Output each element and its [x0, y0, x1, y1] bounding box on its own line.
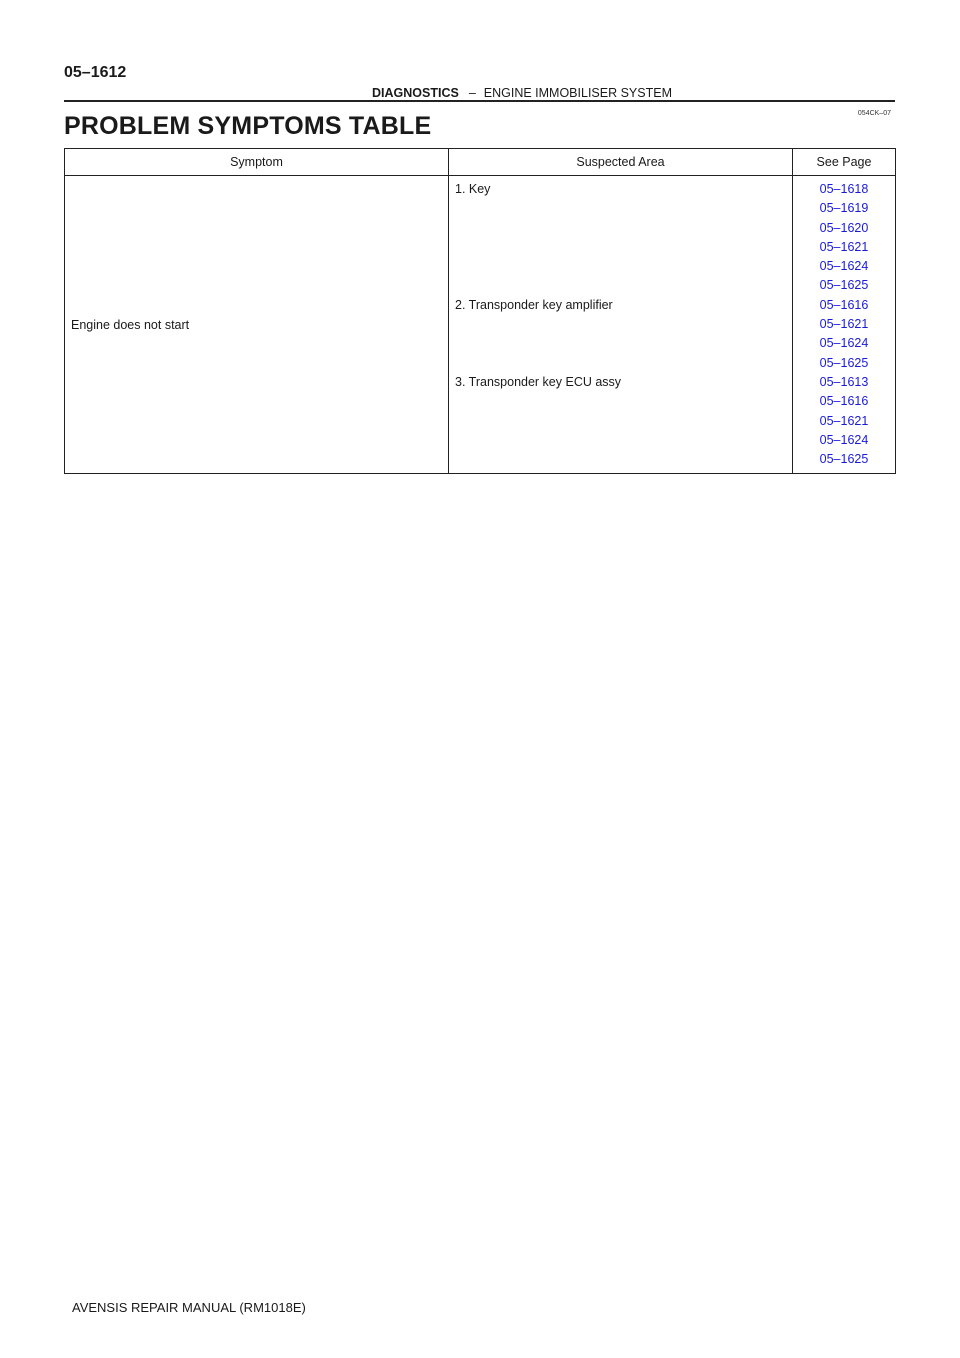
section-name: DIAGNOSTICS: [372, 86, 459, 100]
see-page-link[interactable]: 05–1619: [819, 201, 869, 216]
see-page-link[interactable]: 05–1624: [819, 336, 869, 351]
suspected-area-item: 3. Transponder key ECU assy: [455, 374, 622, 389]
document-code: 054CK–07: [857, 110, 891, 117]
see-page-link[interactable]: 05–1621: [819, 317, 869, 332]
column-header-suspected-area: Suspected Area: [449, 149, 793, 176]
running-head: [372, 86, 672, 100]
suspected-area-item: 2. Transponder key amplifier: [455, 297, 613, 312]
page-number: 05–1612: [64, 64, 127, 81]
see-page-link[interactable]: 05–1624: [819, 432, 869, 447]
suspected-area-spacer: [449, 354, 792, 373]
suspected-area-spacer: [449, 257, 792, 276]
suspected-area-spacer: [449, 276, 792, 295]
see-page-link[interactable]: 05–1616: [819, 394, 869, 409]
table-header-row: [65, 149, 896, 176]
suspected-area-spacer: [449, 431, 792, 450]
column-header-symptom: Symptom: [65, 149, 449, 176]
suspected-area-spacer: [449, 334, 792, 353]
suspected-area-spacer: [449, 199, 792, 218]
see-page-link[interactable]: 05–1616: [819, 297, 869, 312]
suspected-area-spacer: [449, 219, 792, 238]
suspected-area-spacer: [449, 392, 792, 411]
see-page-link[interactable]: 05–1624: [819, 259, 869, 274]
section-separator: –: [468, 86, 476, 100]
suspected-area-item: 1. Key: [455, 182, 491, 196]
header-rule: [64, 100, 895, 102]
subsection-name: ENGINE IMMOBILISER SYSTEM: [483, 86, 672, 100]
suspected-area-spacer: [449, 450, 792, 469]
symptom-cell: Engine does not start: [65, 176, 449, 474]
footer-manual-name: AVENSIS REPAIR MANUAL (RM1018E): [72, 1300, 306, 1315]
suspected-area-spacer: [449, 412, 792, 431]
see-page-link[interactable]: 05–1625: [819, 452, 869, 467]
see-page-link[interactable]: 05–1625: [819, 278, 869, 293]
suspected-area-spacer: [449, 315, 792, 334]
page-title: PROBLEM SYMPTOMS TABLE: [64, 112, 432, 140]
see-page-link[interactable]: 05–1618: [819, 182, 869, 196]
table-row: [65, 176, 896, 474]
suspected-area-spacer: [449, 238, 792, 257]
see-page-cell: [793, 176, 896, 474]
see-page-link[interactable]: 05–1620: [819, 220, 869, 235]
see-page-link[interactable]: 05–1613: [819, 374, 869, 389]
see-page-link[interactable]: 05–1621: [819, 239, 869, 254]
problem-symptoms-table: [64, 148, 896, 474]
see-page-link[interactable]: 05–1621: [819, 413, 869, 428]
column-header-see-page: See Page: [793, 149, 896, 176]
see-page-link[interactable]: 05–1625: [819, 355, 869, 370]
suspected-area-cell: [449, 176, 793, 474]
